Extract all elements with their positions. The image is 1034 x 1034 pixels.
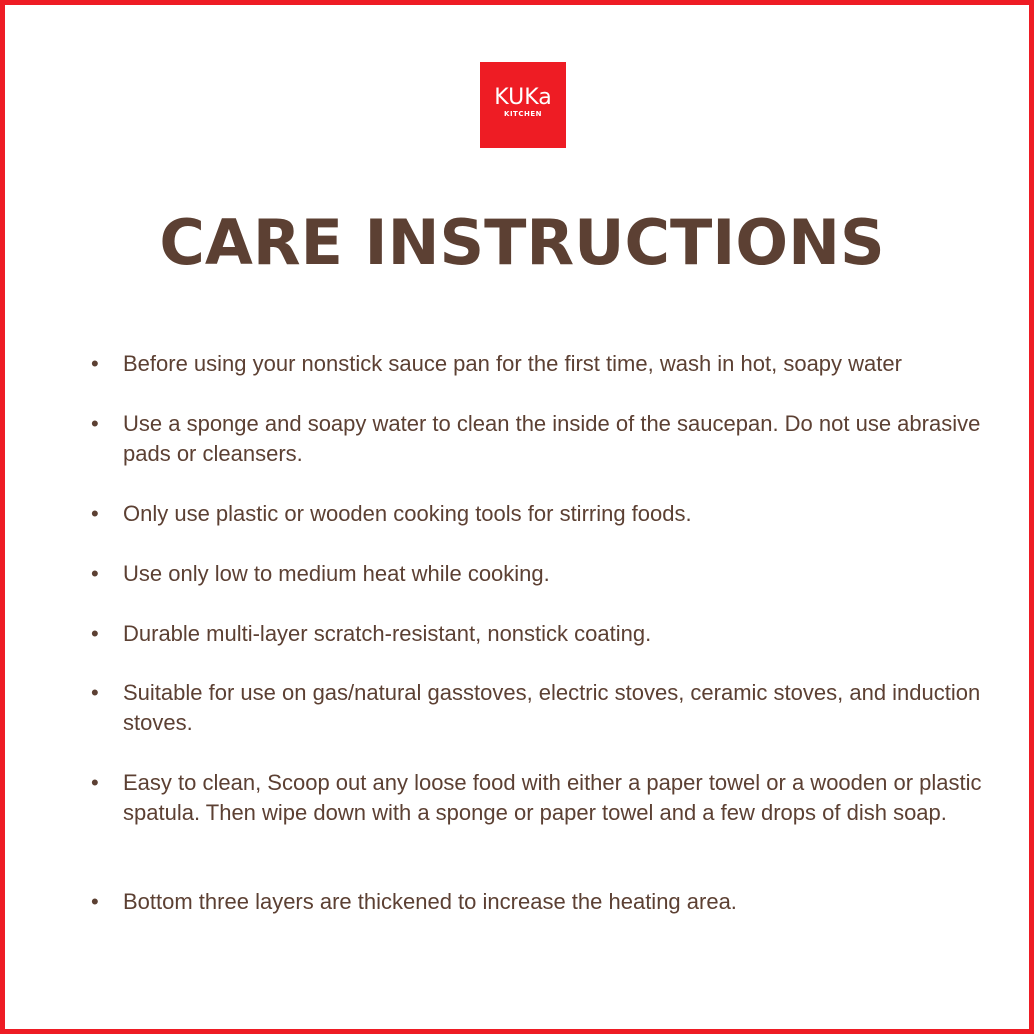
bullet-icon: • [91,621,99,646]
bullet-icon: • [91,680,99,705]
instruction-text: Use a sponge and soapy water to clean the inside of the saucepan. Do not use abrasive pads or cleansers. [123,411,981,466]
brand-logo [480,62,566,148]
brand-logo-wordmark: KUKa [494,85,552,110]
bullet-icon: • [91,411,99,436]
brand-logo-subtitle: KITCHEN [504,110,542,118]
instruction-text: Use only low to medium heat while cooking. [123,561,550,586]
instruction-text: Durable multi-layer scratch-resistant, nonstick coating. [123,621,652,646]
list-item [91,678,991,738]
bullet-icon: • [91,770,99,795]
bullet-icon: • [91,351,99,376]
instruction-text: Suitable for use on gas/natural gasstoves, electric stoves, ceramic stoves, and induction stoves. [123,680,981,735]
bullet-icon: • [91,561,99,586]
list-item [91,559,991,589]
list-item [91,499,991,529]
list-item [91,887,991,917]
list-item [91,409,991,469]
page-title: CARE INSTRUCTIONS [159,206,885,279]
instruction-text: Only use plastic or wooden cooking tools for stirring foods. [123,501,692,526]
instruction-text: Bottom three layers are thickened to increase the heating area. [123,889,737,914]
list-item [91,349,991,379]
list-item [91,619,991,649]
instruction-text: Before using your nonstick sauce pan for the first time, wash in hot, soapy water [123,351,902,376]
bullet-icon: • [91,501,99,526]
instruction-text: Easy to clean, Scoop out any loose food with either a paper towel or a wooden or plastic spatula. Then wipe down with a sponge or paper towel and a few drops of dish soap. [123,770,982,825]
list-item [91,768,991,828]
bullet-icon: • [91,889,99,914]
